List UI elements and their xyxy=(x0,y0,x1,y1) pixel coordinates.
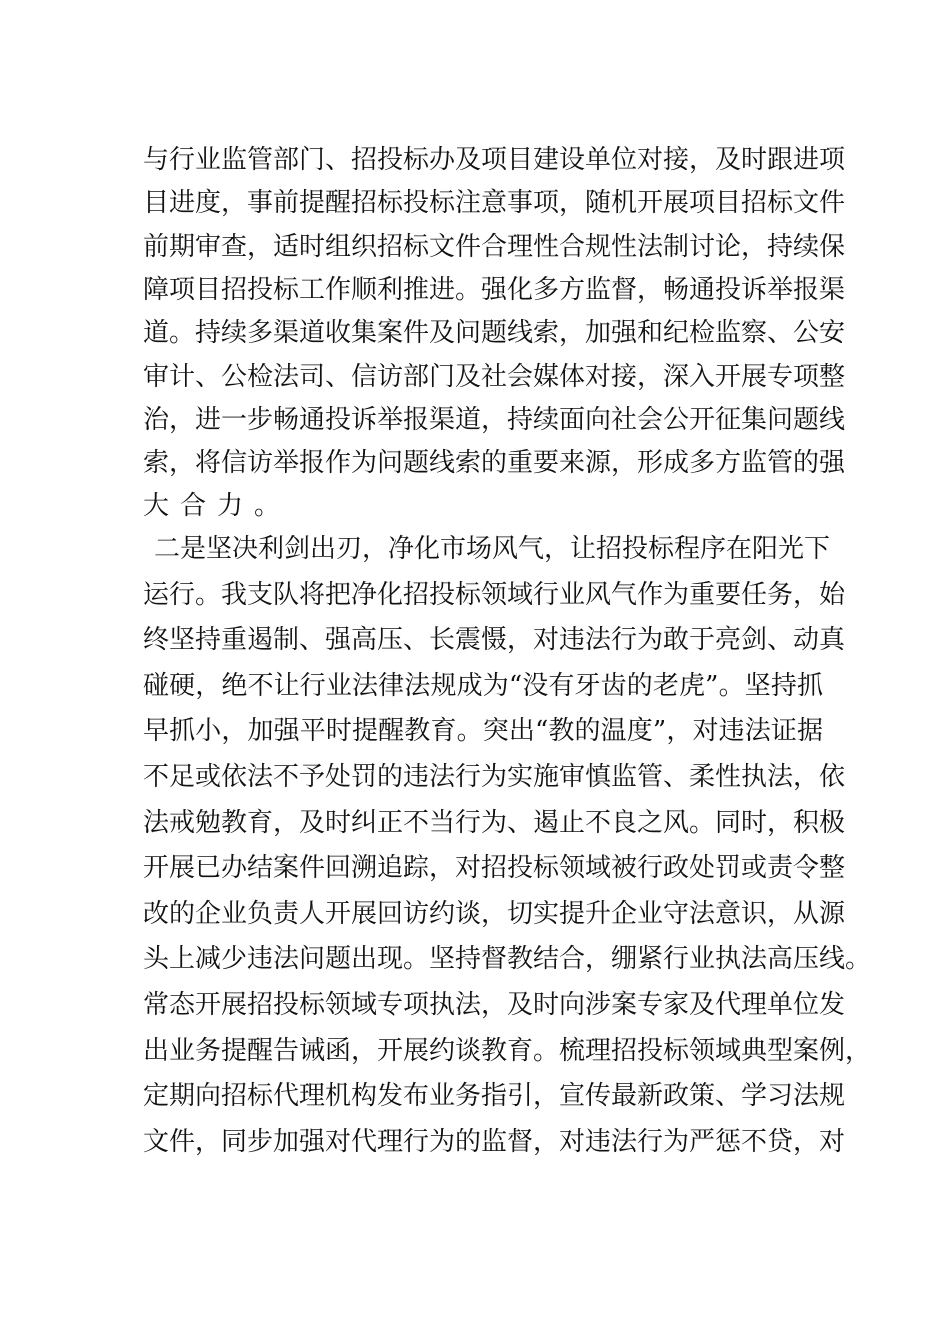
paragraph-2-line: 定期向招标代理机构发布业务指引，宣传最新政策、学习法规 xyxy=(143,1081,846,1112)
paragraph-2-line: 头上减少违法问题出现。坚持督教结合，绷紧行业执法高压线。 xyxy=(143,944,872,975)
paragraph-2-line: 运行。我支队将把净化招投标领域行业风气作为重要任务，始 xyxy=(143,579,846,610)
paragraph-2-line: 常态开展招投标领域专项执法，及时向涉案专家及代理单位发 xyxy=(143,990,846,1020)
paragraph-2-line: 不足或依法不予处罚的违法行为实施审慎监管、柔性执法，依 xyxy=(143,762,846,792)
paragraph-1-line: 审计、公检法司、信访部门及社会媒体对接，深入开展专项整 xyxy=(143,361,846,392)
paragraph-1-line: 大合力。 xyxy=(143,491,292,522)
paragraph-2-line: 改的企业负责人开展回访约谈，切实提升企业守法意识，从源 xyxy=(143,898,846,929)
paragraph-2-line: 出业务提醒告诫函，开展约谈教育。梳理招投标领域典型案例， xyxy=(143,1035,872,1066)
paragraph-2-line: 二是坚决利剑出刃，净化市场风气，让招投标程序在阳光下 xyxy=(154,534,831,564)
paragraph-1-line: 道。持续多渠道收集案件及问题线索，加强和纪检监察、公安 xyxy=(143,318,846,349)
paragraph-2-line: 早抓小，加强平时提醒教育。突出“教的温度”，对违法证据 xyxy=(143,716,823,747)
paragraph-2-line: 法戒勉教育，及时纠正不当行为、遏止不良之风。同时，积极 xyxy=(143,807,846,838)
paragraph-2-line: 文件，同步加强对代理行为的监督，对违法行为严惩不贷，对 xyxy=(143,1126,846,1157)
paragraph-2-line: 开展已办结案件回溯追踪，对招投标领域被行政处罚或责令整 xyxy=(143,853,846,884)
paragraph-2-line: 终坚持重遏制、强高压、长震慑，对违法行为敢于亮剑、动真 xyxy=(143,625,846,656)
paragraph-2-line: 碰硬，绝不让行业法律法规成为“没有牙齿的老虎”。坚持抓 xyxy=(143,670,823,701)
paragraph-1-line: 目进度，事前提醒招标投标注意事项，随机开展项目招标文件 xyxy=(143,188,846,219)
paragraph-1-line: 障项目招投标工作顺利推进。强化多方监督，畅通投诉举报渠 xyxy=(143,274,846,305)
paragraph-1-line: 前期审查，适时组织招标文件合理性合规性法制讨论，持续保 xyxy=(143,231,846,262)
paragraph-1-line: 与行业监管部门、招投标办及项目建设单位对接，及时跟进项 xyxy=(143,145,846,175)
paragraph-1-line: 索，将信访举报作为问题线索的重要来源，形成多方监管的强 xyxy=(143,448,846,479)
paragraph-1-line: 治，进一步畅通投诉举报渠道，持续面向社会公开征集问题线 xyxy=(143,404,846,435)
